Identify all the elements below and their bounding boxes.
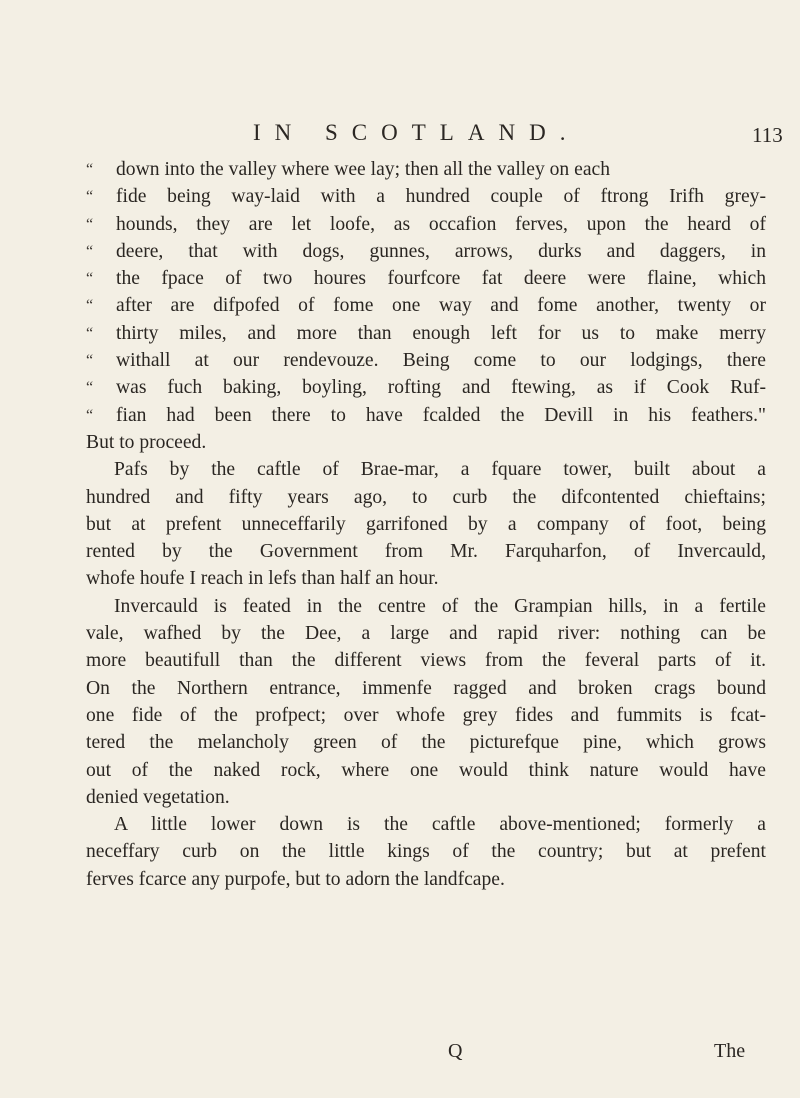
text-line [86,292,766,319]
line-text: was fuch baking, boyling, rofting and ftewing, as if Cook Ruf- [116,377,766,399]
text-line [86,211,766,238]
text-line [86,156,766,183]
text-line [86,183,766,210]
line-text: down into the valley where wee lay; then all the valley on each [116,159,611,180]
line-text: vale, wafhed by the Dee, a large and rapid river: nothing can be [86,623,766,645]
line-text: denied vegetation. [86,786,230,808]
quote-mark: “ [86,297,94,315]
quote-mark: “ [86,324,94,342]
text-line [86,320,766,347]
line-text: fide being way-laid with a hundred couple of ftrong Irifh grey- [116,186,766,208]
catchword: The [714,1040,746,1062]
text-line [86,593,766,620]
text-line [86,347,766,374]
line-text: ferves fcarce any purpofe, but to adorn the landfcape. [86,868,505,890]
line-text: hundred and fifty years ago, to curb the difcontented chieftains; [86,486,766,508]
running-head: IN SCOTLAND. [253,120,580,145]
line-text: out of the naked rock, where one would think nature would have [86,759,766,781]
quote-mark: “ [86,270,94,288]
line-text: withall at our rendevouze. Being come to our lodgings, there [116,350,766,372]
line-text: Invercauld is feated in the centre of the Grampian hills, in a fertile [114,595,766,617]
text-line [86,538,766,565]
text-line [86,702,766,729]
text-line [86,374,766,401]
text-line [86,757,766,784]
line-text: more beautifull than the different views from the feveral parts of it. [86,650,766,672]
text-line [86,729,766,756]
quote-mark: “ [86,188,94,206]
line-text: the fpace of two houres fourfcore fat deere were flaine, which [116,268,766,290]
quote-mark: “ [86,215,94,233]
text-line [86,456,766,483]
text-line [86,811,766,838]
line-text: deere, that with dogs, gunnes, arrows, durks and daggers, in [116,240,766,262]
text-line [86,565,766,592]
line-text: tered the melancholy green of the picturefque pine, which grows [86,732,766,754]
text-line [86,647,766,674]
text-line [86,238,766,265]
quote-mark: “ [86,242,94,260]
text-line [86,620,766,647]
line-text: On the Northern entrance, immenfe ragged and broken crags bound [86,677,766,699]
page-footer [0,1040,800,1070]
line-text: after are difpofed of fome one way and fome another, twenty or [116,295,766,317]
quote-mark: “ [86,379,94,397]
quote-mark: “ [86,352,94,370]
text-line [86,484,766,511]
line-text: whofe houfe I reach in lefs than half an hour. [86,568,439,590]
line-text: fian had been there to have fcalded the Devill in his feathers." [116,404,766,426]
text-line [86,402,766,429]
line-text: A little lower down is the caftle above-mentioned; formerly a [114,814,766,836]
line-text: neceffary curb on the little kings of the country; but at prefent [86,841,766,863]
line-text: rented by the Government from Mr. Farquharfon, of Invercauld, [86,541,766,563]
text-line [86,511,766,538]
text-line [86,838,766,865]
quote-mark: “ [86,406,94,424]
body-text [86,156,766,893]
quote-mark: “ [86,161,94,178]
line-text: But to proceed. [86,431,207,453]
text-line [86,675,766,702]
text-line [86,265,766,292]
text-line [86,429,766,456]
text-line [86,866,766,893]
line-text: thirty miles, and more than enough left for us to make merry [116,322,766,344]
signature-mark: Q [448,1040,463,1062]
page-number: 113 [752,123,783,147]
line-text: one fide of the profpect; over whofe grey fides and fummits is fcat- [86,704,766,726]
line-text: but at prefent unneceffarily garrifoned by a company of foot, being [86,513,766,535]
text-line [86,784,766,811]
line-text: hounds, they are let loofe, as occafion ferves, upon the heard of [116,213,766,235]
line-text: Pafs by the caftle of Brae-mar, a fquare tower, built about a [114,459,766,481]
